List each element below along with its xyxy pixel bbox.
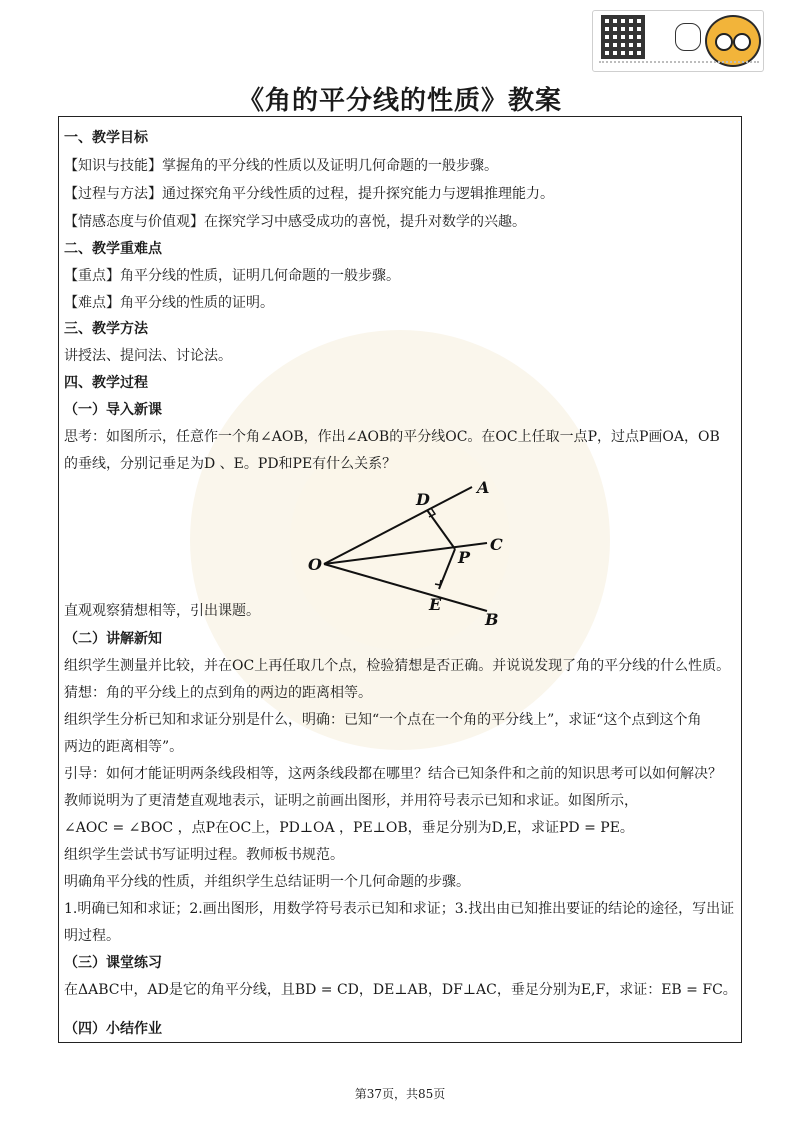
qr-banner bbox=[592, 10, 764, 72]
part4-heading: （四）小结作业 bbox=[64, 1021, 162, 1037]
objectives-heading: 一、教学目标 bbox=[64, 130, 148, 146]
part2-line: 1.明确已知和求证；2.画出图形，用数学符号表示已知和求证；3.找出由已知推出要证的结论的途径，写出证 bbox=[64, 901, 735, 917]
difficult-point: 【难点】角平分线的性质的证明。 bbox=[64, 295, 274, 311]
speech-bubble-icon bbox=[675, 23, 701, 51]
objective-knowledge: 【知识与技能】掌握角的平分线的性质以及证明几何命题的一般步骤。 bbox=[64, 158, 498, 174]
page-number: 第37页，共85页 bbox=[354, 1087, 446, 1101]
part3-line: 在ΔABC中，AD是它的角平分线，且BD = CD，DE⊥AB，DF⊥AC，垂足分别为E,F，求证：EB = FC。 bbox=[64, 982, 737, 998]
label-C: C bbox=[490, 535, 503, 554]
part2-heading: （二）讲解新知 bbox=[64, 631, 162, 647]
key-points-heading: 二、教学重难点 bbox=[64, 241, 162, 257]
owl-mascot-icon bbox=[705, 15, 761, 67]
label-O: O bbox=[308, 555, 322, 574]
objective-process: 【过程与方法】通过探究角平分线性质的过程，提升探究能力与逻辑推理能力。 bbox=[64, 186, 554, 202]
page-title: 《角的平分线的性质》教案 bbox=[237, 86, 562, 116]
part3-heading: （三）课堂练习 bbox=[64, 955, 162, 971]
key-point: 【重点】角平分线的性质，证明几何命题的一般步骤。 bbox=[64, 268, 400, 284]
part1-heading: （一）导入新课 bbox=[64, 402, 162, 418]
part1-line: 直观观察猜想相等，引出课题。 bbox=[64, 603, 260, 619]
qr-code-icon bbox=[601, 15, 645, 59]
part1-line: 思考：如图所示，任意作一个角∠AOB，作出∠AOB的平分线OC。在OC上任取一点P，过点P画OA，OB bbox=[64, 429, 720, 445]
methods-heading: 三、教学方法 bbox=[64, 321, 148, 337]
label-B: B bbox=[485, 610, 499, 629]
part2-line: 组织学生分析已知和求证分别是什么，明确：已知“一个点在一个角的平分线上”，求证“这个点到这个角 bbox=[64, 712, 702, 728]
angle-bisector-figure bbox=[302, 470, 516, 630]
part2-line: 教师说明为了更清楚直观地表示，证明之前画出图形，并用符号表示已知和求证。如图所示， bbox=[64, 793, 638, 809]
objective-attitude: 【情感态度与价值观】在探究学习中感受成功的喜悦，提升对数学的兴趣。 bbox=[64, 214, 526, 230]
label-P: P bbox=[458, 548, 471, 567]
part2-line: 明确角平分线的性质，并组织学生总结证明一个几何命题的步骤。 bbox=[64, 874, 470, 890]
methods-text: 讲授法、提问法、讨论法。 bbox=[64, 348, 232, 364]
process-heading: 四、教学过程 bbox=[64, 375, 148, 391]
qr-caption bbox=[599, 61, 759, 69]
part2-line: 明过程。 bbox=[64, 928, 120, 944]
part2-line: 引导：如何才能证明两条线段相等，这两条线段都在哪里？结合已知条件和之前的知识思考可以如何解决？ bbox=[64, 766, 722, 782]
part1-line: 的垂线，分别记垂足为D 、E。PD和PE有什么关系？ bbox=[64, 456, 397, 472]
part2-line: ∠AOC = ∠BOC ，点P在OC上，PD⊥OA ，PE⊥OB，垂足分别为D,E，求证PD = PE。 bbox=[64, 820, 634, 836]
part2-line: 组织学生测量并比较，并在OC上再任取几个点，检验猜想是否正确。并说说发现了角的平分线的什么性质。 bbox=[64, 658, 731, 674]
label-A: A bbox=[477, 478, 490, 497]
part2-line: 两边的距离相等”。 bbox=[64, 739, 184, 755]
label-D: D bbox=[416, 490, 430, 509]
label-E: E bbox=[429, 595, 442, 614]
part2-line: 组织学生尝试书写证明过程。教师板书规范。 bbox=[64, 847, 344, 863]
part2-line: 猜想：角的平分线上的点到角的两边的距离相等。 bbox=[64, 685, 372, 701]
